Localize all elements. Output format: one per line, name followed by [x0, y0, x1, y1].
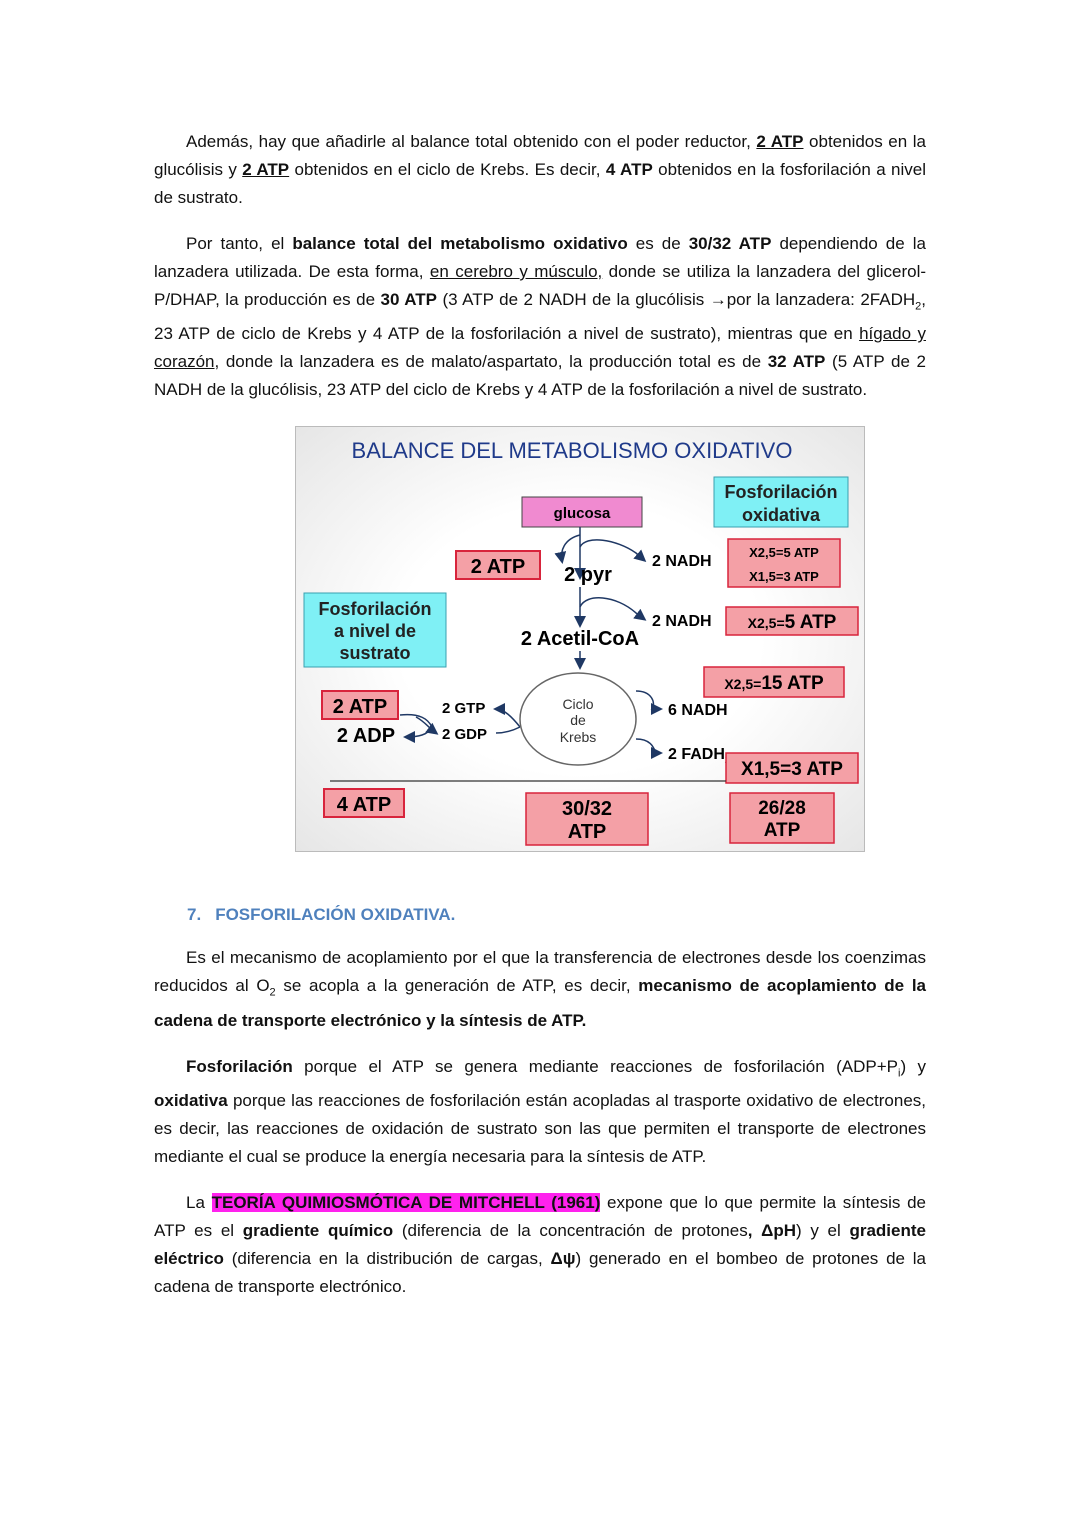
paragraph-definition: Es el mecanismo de acoplamiento por el que la transferencia de electrones desde los coenzimas reducidos al $O_2$ se acopla a la generación de ATP, es decir, mecanismo de acoplamiento de la cadena de transporte electrónico y la síntesis de ATP.: [154, 948, 926, 1030]
x25-pyruvate-label: X2,5=5 ATP: [747, 612, 837, 634]
total-substrate-label: 4 ATP: [336, 794, 392, 817]
fosforilacion-oxidativa-label-1: Fosforilación: [724, 482, 838, 503]
atp-glycolysis-label: 2 ATP: [470, 556, 526, 579]
section-7-heading: 7. FOSFORILACIÓN OXIDATIVA.: [187, 905, 456, 925]
balance-diagram-svg: [296, 427, 864, 851]
nadh-krebs-label: 6 NADH: [668, 702, 728, 720]
nadh-pyruvate-label: 2 NADH: [652, 613, 712, 631]
total-oxidative-label-1: 26/28: [758, 798, 806, 820]
fosforilacion-oxidativa-label-2: oxidativa: [741, 505, 821, 526]
glucosa-label: glucosa: [553, 505, 611, 523]
fosforilacion-sustrato-label-1: Fosforilación: [318, 599, 432, 620]
krebs-cycle-label-2: de: [570, 712, 586, 729]
paragraph-mitchell-theory: La TEORÍA QUIMIOSMÓTICA DE MITCHELL (1961) expone que lo que permite la síntesis de ATP es el gradiente químico (diferencia de la concentración de protones, ΔpH) y el gradiente eléctrico (diferencia en la distribución de cargas, Δψ) generado en el bombeo de protones de la cadena de transporte electrónico.: [154, 1193, 926, 1297]
fosforilacion-sustrato-label-2: a nivel de: [333, 621, 417, 642]
document-page: [154, 128, 926, 1301]
paragraph-balance-total: Por tanto, el balance total del metabolismo oxidativo es de 30/32 ATP dependiendo de la lanzadera utilizada. De esta forma, en cerebro y músculo, donde se utiliza la lanzadera del glicerol-P/DHAP, la producción es de 30 ATP (3 ATP de 2 NADH de la glucólisis →por la lanzadera: $2FADH_2$, 23 ATP de ciclo de Krebs y 4 ATP de la fosforilación a nivel de sustrato), mientras que en hígado y corazón, donde la lanzadera es de malato/aspartato, la producción total es de 32 ATP (5 ATP de 2 NADH de la glucólisis, 23 ATP del ciclo de Krebs y 4 ATP de la fosforilación a nivel de sustrato.: [154, 234, 927, 400]
paragraph-atp-substrate: Además, hay que añadirle al balance total obtenido con el poder reductor, 2 ATP obtenidos en la glucólisis y 2 ATP obtenidos en el ciclo de Krebs. Es decir, 4 ATP obtenidos en la fosforilación a nivel de sustrato.: [154, 132, 927, 207]
atp-krebs-label: 2 ATP: [332, 696, 388, 719]
x15-fadh-label: X1,5=3 ATP: [741, 759, 843, 781]
gtp-label: 2 GTP: [442, 700, 486, 718]
fadh-krebs-label: 2 FADH: [668, 746, 725, 764]
acetil-coa-label: 2 Acetil-CoA: [520, 628, 640, 651]
diagram-title: BALANCE DEL METABOLISMO OXIDATIVO: [351, 438, 793, 464]
x15-glycolysis-label: X1,5=3 ATP: [749, 569, 819, 585]
balance-diagram: [295, 426, 865, 852]
fosforilacion-sustrato-label-3: sustrato: [339, 643, 411, 664]
total-balance-label-1: 30/32: [561, 798, 613, 821]
krebs-cycle-label-3: Krebs: [559, 729, 597, 746]
nadh-glycolysis-label: 2 NADH: [652, 553, 712, 571]
total-oxidative-label-2: ATP: [763, 820, 801, 842]
gdp-label: 2 GDP: [442, 726, 488, 744]
paragraph-fosforilacion-oxidativa: Fosforilación porque el ATP se genera mediante reacciones de fosforilación $(ADP+P_i)$ y oxidativa porque las reacciones de fosforilación están acopladas al trasporte oxidativo de electrones, es decir, las reacciones de oxidación de sustrato son las que permiten el transporte de electrones mediante el cual se produce la energía necesaria para la síntesis de ATP.: [154, 1056, 926, 1167]
x25-glycolysis-label: X2,5=5 ATP: [749, 545, 819, 561]
pyr-label: 2 pyr: [564, 564, 612, 587]
krebs-cycle-label-1: Ciclo: [562, 696, 594, 713]
mitchell-highlight: TEORÍA QUIMIOSMÓTICA DE MITCHELL (1961): [211, 1193, 601, 1213]
total-balance-label-2: ATP: [567, 821, 607, 844]
x25-krebs-label: X2,5=15 ATP: [724, 673, 824, 695]
adp-label: 2 ADP: [336, 725, 396, 748]
